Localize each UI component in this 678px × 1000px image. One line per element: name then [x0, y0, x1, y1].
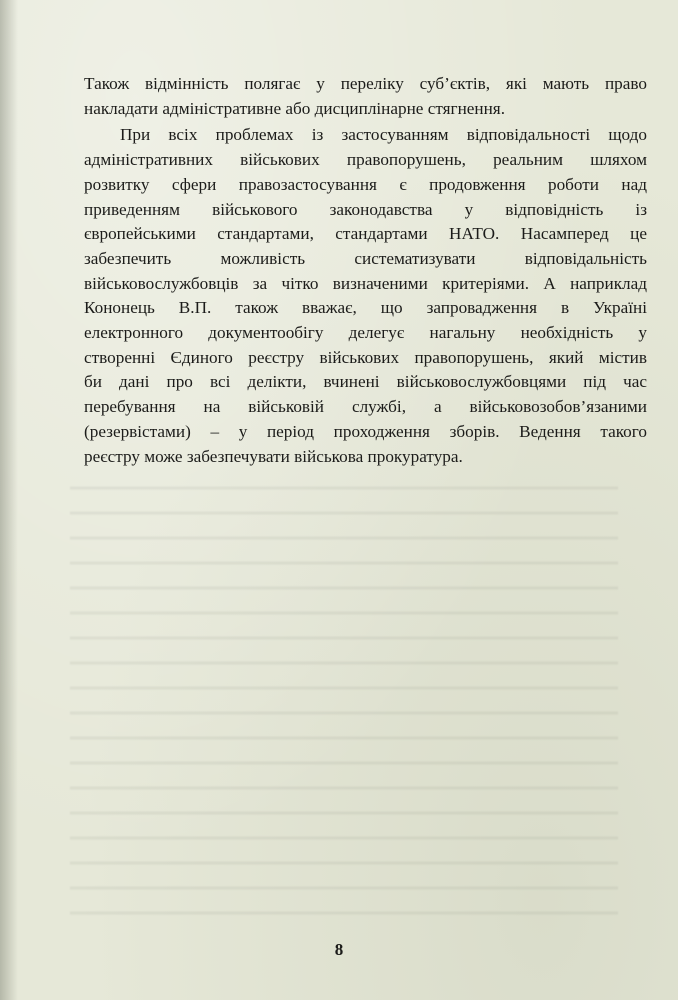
text-line: європейськими стандартами, стандартами НАТО. Насамперед це [84, 224, 647, 244]
reverse-side-bleed-through [70, 470, 618, 930]
text-line: перебування на військовій службі, а військовозобов’язаними [84, 397, 647, 417]
text-line: розвитку сфери правозастосування є продовження роботи над [84, 174, 647, 194]
text-line: би дані про всі делікти, вчинені військовослужбовцями під час [84, 372, 647, 392]
text-line: забезпечить можливість систематизувати відповідальність [84, 248, 647, 268]
scan-edge-shadow [0, 0, 18, 1000]
paragraph-1 [84, 72, 647, 121]
text-line: (резервістами) – у період проходження зборів. Ведення такого [84, 421, 647, 441]
text-line [84, 72, 647, 97]
text-line: створенні Єдиного реєстру військових правопорушень, який містив [84, 347, 647, 367]
text-line-content: При всіх проблемах із застосуванням відповідальності щодо [120, 125, 647, 145]
page-number: 8 [334, 940, 344, 959]
paragraph-2 [84, 123, 647, 469]
text-line: реєстру може забезпечувати військова прокуратура. [84, 446, 463, 466]
body-text [84, 72, 647, 469]
text-line: електронного документообігу делегує нагальну необхідність у [84, 323, 647, 343]
text-line-content: Також відмінність полягає у переліку суб’єктів, які мають право [84, 74, 647, 93]
text-line: Кононець В.П. також вважає, що запровадження в Україні [84, 298, 647, 318]
text-line [84, 123, 647, 148]
text-line: адміністративних військових правопорушень, реальним шляхом [84, 150, 647, 170]
text-line: приведенням військового законодавства у відповідність із [84, 199, 647, 219]
text-line: накладати адміністративне або дисциплінарне стягнення. [84, 98, 506, 118]
text-line: військовослужбовців за чітко визначеними критеріями. А наприклад [84, 273, 647, 293]
